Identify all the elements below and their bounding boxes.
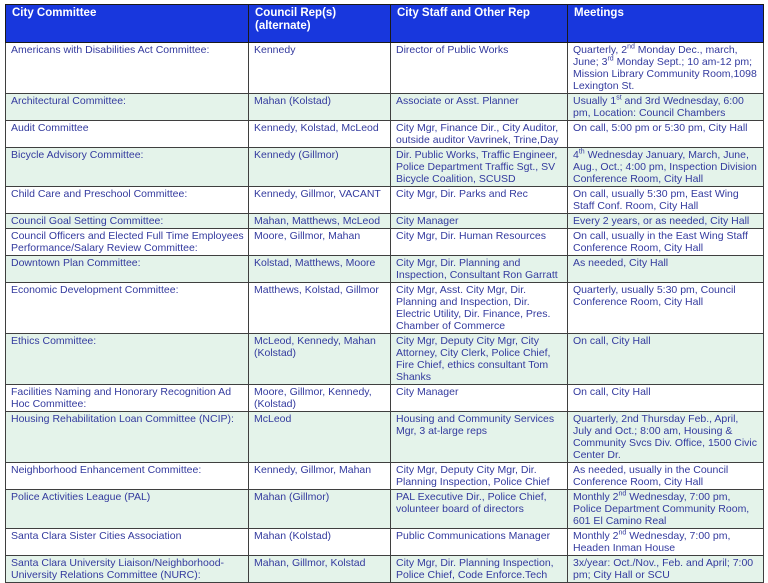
meetings-cell: On call, 5:00 pm or 5:30 pm, City Hall — [568, 121, 764, 148]
table-row — [6, 283, 764, 334]
table-row — [6, 229, 764, 256]
table-row — [6, 556, 764, 583]
header-council-reps: Council Rep(s) (alternate) — [249, 5, 391, 43]
meetings-cell: On call, usually 5:30 pm, East Wing Staff Conf. Room, City Hall — [568, 187, 764, 214]
committee-cell: Downtown Plan Committee: — [6, 256, 249, 283]
meetings-cell: On call, usually in the East Wing Staff Conference Room, City Hall — [568, 229, 764, 256]
staff-cell: City Mgr, Deputy City Mgr, Dir. Planning Inspection, Police Chief — [391, 463, 568, 490]
staff-cell: City Mgr, Deputy City Mgr, City Attorney, City Clerk, Police Chief, Fire Chief, ethics consultant Tom Shanks — [391, 334, 568, 385]
committee-cell: Santa Clara University Liaison/Neighborhood-University Relations Committee (NURC): — [6, 556, 249, 583]
reps-cell: Mahan, Gillmor, Kolstad — [249, 556, 391, 583]
table-row — [6, 385, 764, 412]
meetings-cell: On call, City Hall — [568, 334, 764, 385]
table-row — [6, 256, 764, 283]
staff-cell: City Mgr, Finance Dir., City Auditor, outside auditor Vavrinek, Trine,Day — [391, 121, 568, 148]
staff-cell: City Manager — [391, 385, 568, 412]
table-row — [6, 94, 764, 121]
staff-cell: Public Communications Manager — [391, 529, 568, 556]
committee-cell: Architectural Committee: — [6, 94, 249, 121]
table-row — [6, 412, 764, 463]
reps-cell: McLeod — [249, 412, 391, 463]
reps-cell: Kennedy, Gillmor, Mahan — [249, 463, 391, 490]
committee-cell: Council Goal Setting Committee: — [6, 214, 249, 229]
reps-cell: Mahan (Kolstad) — [249, 529, 391, 556]
committee-cell: Child Care and Preschool Committee: — [6, 187, 249, 214]
header-city-staff: City Staff and Other Rep — [391, 5, 568, 43]
meetings-cell: Usually 1st and 3rd Wednesday, 6:00 pm, Location: Council Chambers — [568, 94, 764, 121]
staff-cell: City Mgr, Asst. City Mgr, Dir. Planning and Inspection, Dir. Electric Utility, Dir. Finance, Pres. Chamber of Commerce — [391, 283, 568, 334]
meetings-cell: Monthly 2nd Wednesday, 7:00 pm, Headen Inman House — [568, 529, 764, 556]
reps-cell: Mahan (Gillmor) — [249, 490, 391, 529]
reps-cell: Kennedy, Gillmor, VACANT — [249, 187, 391, 214]
meetings-cell: Quarterly, 2nd Thursday Feb., April, July and Oct.; 8:00 am, Housing & Community Svcs Div. Office, 1500 Civic Center Dr. — [568, 412, 764, 463]
committee-cell: Audit Committee — [6, 121, 249, 148]
committee-cell: Housing Rehabilitation Loan Committee (NCIP): — [6, 412, 249, 463]
reps-cell: Matthews, Kolstad, Gillmor — [249, 283, 391, 334]
committee-cell: Police Activities League (PAL) — [6, 490, 249, 529]
table-row — [6, 43, 764, 94]
header-meetings: Meetings — [568, 5, 764, 43]
meetings-cell: As needed, City Hall — [568, 256, 764, 283]
committee-cell: Neighborhood Enhancement Committee: — [6, 463, 249, 490]
meetings-cell: Quarterly, usually 5:30 pm, Council Conference Room, City Hall — [568, 283, 764, 334]
meetings-cell: Monthly 2nd Wednesday, 7:00 pm, Police Department Community Room, 601 El Camino Real — [568, 490, 764, 529]
staff-cell: PAL Executive Dir., Police Chief, volunteer board of directors — [391, 490, 568, 529]
meetings-cell: On call, City Hall — [568, 385, 764, 412]
table-row — [6, 148, 764, 187]
staff-cell: City Mgr, Dir. Planning and Inspection, Consultant Ron Garratt — [391, 256, 568, 283]
table-row — [6, 121, 764, 148]
staff-cell: City Mgr, Dir. Parks and Rec — [391, 187, 568, 214]
meetings-cell: As needed, usually in the Council Conference Room, City Hall — [568, 463, 764, 490]
meetings-cell: Quarterly, 2nd Monday Dec., march, June; 3rd Monday Sept.; 10 am-12 pm; Mission Library Community Room,1098 Lexington St. — [568, 43, 764, 94]
reps-cell: Kennedy (Gillmor) — [249, 148, 391, 187]
committee-cell: Council Officers and Elected Full Time Employees Performance/Salary Review Committee: — [6, 229, 249, 256]
table-row — [6, 463, 764, 490]
committee-table — [5, 4, 764, 583]
committee-cell: Facilities Naming and Honorary Recognition Ad Hoc Committee: — [6, 385, 249, 412]
staff-cell: Associate or Asst. Planner — [391, 94, 568, 121]
reps-cell: Moore, Gillmor, Kennedy, (Kolstad) — [249, 385, 391, 412]
reps-cell: Kennedy, Kolstad, McLeod — [249, 121, 391, 148]
staff-cell: City Mgr, Dir. Human Resources — [391, 229, 568, 256]
meetings-cell: 4th Wednesday January, March, June, Aug., Oct.; 4:00 pm, Inspection Division Conference Room, City Hall — [568, 148, 764, 187]
staff-cell: Dir. Public Works, Traffic Engineer, Police Department Traffic Sgt., SV Bicycle Coalition, SCUSD — [391, 148, 568, 187]
meetings-cell: 3x/year: Oct./Nov., Feb. and April; 7:00 pm; City Hall or SCU — [568, 556, 764, 583]
table-header-row — [6, 5, 764, 43]
staff-cell: City Mgr, Dir. Planning Inspection, Police Chief, Code Enforce.Tech — [391, 556, 568, 583]
meetings-cell: Every 2 years, or as needed, City Hall — [568, 214, 764, 229]
reps-cell: Mahan, Matthews, McLeod — [249, 214, 391, 229]
committee-cell: Economic Development Committee: — [6, 283, 249, 334]
staff-cell: Housing and Community Services Mgr, 3 at-large reps — [391, 412, 568, 463]
committee-cell: Ethics Committee: — [6, 334, 249, 385]
staff-cell: City Manager — [391, 214, 568, 229]
committee-cell: Santa Clara Sister Cities Association — [6, 529, 249, 556]
reps-cell: Kolstad, Matthews, Moore — [249, 256, 391, 283]
table-row — [6, 187, 764, 214]
reps-cell: Kennedy — [249, 43, 391, 94]
committee-cell: Americans with Disabilities Act Committee: — [6, 43, 249, 94]
table-row — [6, 334, 764, 385]
header-city-committee: City Committee — [6, 5, 249, 43]
table-row — [6, 490, 764, 529]
staff-cell: Director of Public Works — [391, 43, 568, 94]
reps-cell: Moore, Gillmor, Mahan — [249, 229, 391, 256]
reps-cell: McLeod, Kennedy, Mahan (Kolstad) — [249, 334, 391, 385]
table-row — [6, 529, 764, 556]
table-row — [6, 214, 764, 229]
committee-cell: Bicycle Advisory Committee: — [6, 148, 249, 187]
reps-cell: Mahan (Kolstad) — [249, 94, 391, 121]
